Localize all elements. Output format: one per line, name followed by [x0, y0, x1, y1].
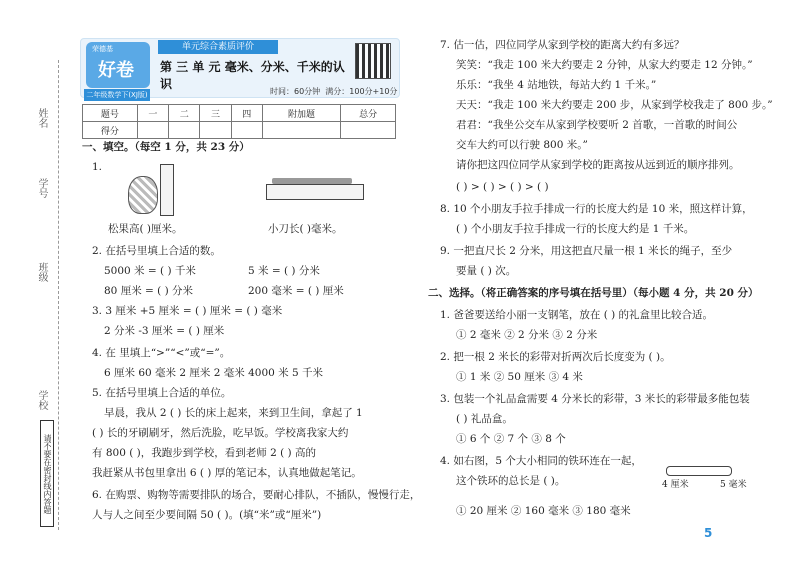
score-input-cell[interactable]	[169, 122, 200, 139]
score-table	[82, 104, 396, 139]
grade-tag: 二年级数学下(XJ版)	[84, 89, 150, 101]
score-input-cell[interactable]	[341, 122, 396, 139]
q6-line-2: 人与人之间至少要间隔 50 ( )。(填“米”或“厘米”)	[92, 509, 322, 521]
table-cell: 一	[137, 105, 168, 122]
full-score-text: 满分：100分+10分	[325, 87, 398, 96]
question-2: 2. 在括号里填上合适的数。	[92, 245, 221, 257]
evaluation-ribbon: 单元综合素质评价	[158, 40, 278, 54]
seal-line	[58, 60, 59, 530]
question-3: 3. 3 厘米 +5 厘米 = ( ) 厘米 = ( ) 毫米	[92, 305, 283, 317]
school-label: 学校	[36, 390, 47, 410]
q7-xiaoxiao: 笑笑：“我走 100 米大约要走 2 分钟，从家大约要走 12 分钟。”	[456, 59, 753, 71]
logo-text: 好卷	[98, 60, 134, 81]
figure-label-4cm: 4 厘米	[662, 480, 689, 490]
q2-item-3: 80 厘米 = ( ) 分米	[104, 285, 194, 297]
table-row	[83, 122, 396, 139]
table-cell: 总分	[341, 105, 396, 122]
table-cell: 二	[169, 105, 200, 122]
choice-3-options: ① 6 个 ② 7 个 ③ 8 个	[456, 433, 566, 445]
question-8: 8. 10 个小朋友手拉手排成一行的长度大约是 10 米，照这样计算，	[440, 203, 753, 215]
iron-rings-icon	[666, 466, 732, 476]
choice-4-options: ① 20 厘米 ② 160 毫米 ③ 180 毫米	[456, 505, 631, 517]
q2-item-4: 200 毫米 = ( ) 厘米	[248, 285, 344, 297]
q7-tiantian: 天天：“我走 100 米大约要走 200 步，从家到学校我走了 800 步。”	[456, 99, 773, 111]
brand-label: 荣德基	[92, 45, 113, 53]
choice-4-line-2: 这个铁环的总长是 ( )。	[456, 475, 566, 487]
horizontal-ruler-icon	[266, 184, 364, 200]
table-cell: 三	[200, 105, 231, 122]
question-4: 4. 在 里填上“>”“<”或“=”。	[92, 347, 231, 359]
qr-code-icon	[355, 43, 391, 79]
choice-3: 3. 包装一个礼品盒需要 4 分米长的彩带，3 米长的彩带最多能包装	[440, 393, 750, 405]
class-label: 班级	[36, 262, 47, 282]
figure-label-5mm: 5 毫米	[720, 480, 747, 490]
page-title: 第 三 单 元 毫米、分米、千米的认识	[160, 60, 345, 91]
choice-4: 4. 如右图，5 个大小相同的铁环连在一起，	[440, 455, 642, 467]
question-6: 6. 在购票、购物等需要排队的场合，要耐心排队，不插队，慢慢行走，	[92, 489, 421, 501]
q4-items: 6 厘米 60 毫米 2 厘米 2 毫米 4000 米 5 千米	[104, 367, 324, 379]
table-cell: 附加题	[262, 105, 340, 122]
score-input-cell[interactable]	[137, 122, 168, 139]
table-cell: 四	[231, 105, 262, 122]
q7-junjun: 君君：“我坐公交车从家到学校要听 2 首歌，一首歌的时间公	[456, 119, 738, 131]
seal-notice: 请不要在密封线内答题	[40, 420, 54, 527]
time-score-bar	[270, 86, 398, 98]
q3-item-2: 2 分米 -3 厘米 = ( ) 厘米	[104, 325, 225, 337]
choice-2-options: ① 1 米 ② 50 厘米 ③ 4 米	[456, 371, 583, 383]
score-input-cell[interactable]	[200, 122, 231, 139]
q8-line-2: ( ) 个小朋友手拉手排成一行的长度大约是 1 千米。	[456, 223, 695, 235]
knife-answer: 小刀长( )毫米。	[268, 223, 343, 235]
q5-line-2: ( ) 长的牙刷刷牙，然后洗脸，吃早饭。学校离我家大约	[92, 427, 349, 439]
page-number: 5	[704, 526, 713, 540]
q5-line-4: 我赶紧从书包里拿出 6 ( ) 厚的笔记本，认真地做起笔记。	[92, 467, 362, 479]
time-text: 时间：60分钟	[270, 87, 321, 96]
vertical-ruler-icon	[160, 164, 174, 216]
question-5: 5. 在括号里填上合适的单位。	[92, 387, 232, 399]
knife-icon	[272, 178, 352, 184]
q7-instruction: 请你把这四位同学从家到学校的距离按从远到近的顺序排列。	[456, 159, 740, 171]
choice-3-line-2: ( ) 礼品盒。	[456, 413, 513, 425]
table-row	[83, 105, 396, 122]
table-cell: 得分	[83, 122, 138, 139]
choice-1-options: ① 2 毫米 ② 2 分米 ③ 2 分米	[456, 329, 598, 341]
q7-answer-row: ( ) > ( ) > ( ) > ( )	[456, 181, 549, 193]
section-1-title: 一、填空。（每空 1 分，共 23 分）	[82, 141, 250, 153]
question-7: 7. 估一估，四位同学从家到学校的距离大约有多远？	[440, 39, 685, 51]
table-cell: 题号	[83, 105, 138, 122]
question-9: 9. 一把直尺长 2 分米，用这把直尺量一根 1 米长的绳子，至少	[440, 245, 733, 257]
choice-2: 2. 把一根 2 米长的彩带对折两次后长度变为 ( )。	[440, 351, 671, 363]
q2-item-2: 5 米 = ( ) 分米	[248, 265, 320, 277]
id-label: 学号	[36, 178, 47, 198]
q9-line-2: 要量 ( ) 次。	[456, 265, 517, 277]
pinecone-answer: 松果高( )厘米。	[108, 223, 183, 235]
pinecone-icon	[128, 176, 158, 214]
score-input-cell[interactable]	[231, 122, 262, 139]
q5-line-1: 早晨，我从 2 ( ) 长的床上起来，来到卫生间，拿起了 1	[104, 407, 363, 419]
q7-lele: 乐乐：“我坐 4 站地铁，每站大约 1 千米。”	[456, 79, 657, 91]
q7-junjun-2: 交车大约可以行驶 800 米。”	[456, 139, 588, 151]
name-label: 姓名	[36, 108, 47, 128]
q2-item-1: 5000 米 = ( ) 千米	[104, 265, 196, 277]
section-2-title: 二、选择。（将正确答案的序号填在括号里）（每小题 4 分，共 20 分）	[428, 287, 759, 299]
choice-1: 1. 爸爸要送给小丽一支钢笔，放在 ( ) 的礼盒里比较合适。	[440, 309, 714, 321]
score-input-cell[interactable]	[262, 122, 340, 139]
q5-line-3: 有 800 ( )，我跑步到学校，看到老师 2 ( ) 高的	[92, 447, 316, 459]
question-1: 1.	[92, 161, 103, 173]
